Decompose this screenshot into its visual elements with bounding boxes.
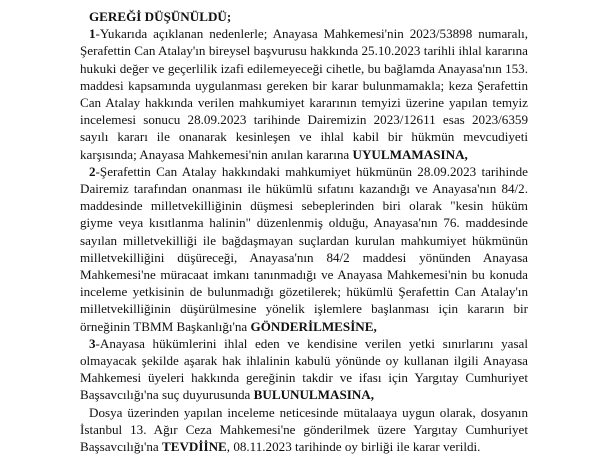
item-decision: GÖNDERİLMESİNE, xyxy=(250,318,377,334)
item-text: -Anayasa hükümlerini ihlal eden ve kendisine verilen yetki sınırlarını yasal olmayacak şekilde aşarak hak ihlalinin kabulü yönünde oy kullanan ilgili Anayasa Mahkemesi üyeleri hakkında gereğinin takdir ve ifası için Yargıtay Cumhuriyet Başsavcılığı'na suç duyurusunda xyxy=(80,335,528,403)
decision-document xyxy=(80,8,528,455)
item-number: 1 xyxy=(89,26,96,42)
closing-tail: , 08.11.2023 tarihinde oy birliği ile karar verildi. xyxy=(226,439,481,455)
decision-item-1 xyxy=(80,25,528,163)
item-decision: UYULMAMASINA, xyxy=(352,146,468,162)
decision-heading: GEREĞİ DÜŞÜNÜLDÜ; xyxy=(89,9,232,24)
item-number: 3 xyxy=(89,335,96,351)
item-text: -Şerafettin Can Atalay hakkındaki mahkumiyet hükmünün 28.09.2023 tarihinde Dairemiz tarafından onanması ile hükümlü sıfatını kazandığı ve Anayasa'nın 84/2. maddesinde milletvekilliğinin düşmesi sebeplerinden biri olarak "kesin hüküm giyme veya kısıtlanma halinin" düzenlenmiş olduğu, Anayasa'nın 76. maddesinde sayılan milletvekilliği ile bağdaşmayan suçlardan kurulan mahkumiyet hükmünün milletvekilliğini düşüreceği, Anayasa'nın 84/2 maddesi yönünden Anayasa Mahkemesi'ne müracaat imkanı tanınmadığı ve Anayasa Mahkemesi'nin bu konuda inceleme yetkisinin de bulunmadığı gözetilerek; hükümlü Şerafettin Can Atalay'ın milletvekilliğinin düşürülmesine yönelik işlemlere başlanması için kararın bir örneğinin TBMM Başkanlığı'na xyxy=(80,163,528,334)
item-number: 2 xyxy=(89,163,96,179)
closing-decision: TEVDİİNE xyxy=(162,439,227,455)
closing-text: Dosya üzerinden yapılan inceleme neticesinde mütalaaya uygun olarak, dosyanın İstanbul 13. Ağır Ceza Mahkemesi'ne gönderilmek üzere Yargıtay Cumhuriyet Başsavcılığı'na xyxy=(80,404,528,455)
decision-item-3 xyxy=(80,335,528,404)
item-text: -Yukarıda açıklanan nedenlerle; Anayasa Mahkemesi'nin 2023/53898 numaralı, Şerafettin Can Atalay'ın bireysel başvurusu hakkında 25.10.2023 tarihli ihlal kararına hukuki değer ve geçerlilik izafi edilemeyeceği cihetle, bu bağlamda Anayasa'nın 153. maddesi kapsamında uygulanması gereken bir karar bulunmamakla; keza Şerafettin Can Atalay hakkında verilen mahkumiyet kararının temyizi üzerine yapılan temyiz incelemesi sonucu 28.09.2023 tarihinde Dairemizin 2023/12611 esas 2023/6359 sayılı kararı ile onanarak kesinleşen ve ihlal kabil bir hükmün mevcudiyeti karşısında; Anayasa Mahkemesi'nin anılan kararına xyxy=(80,26,528,162)
closing-paragraph xyxy=(80,404,528,455)
decision-item-2 xyxy=(80,163,528,335)
item-decision: BULUNULMASINA, xyxy=(253,387,375,403)
